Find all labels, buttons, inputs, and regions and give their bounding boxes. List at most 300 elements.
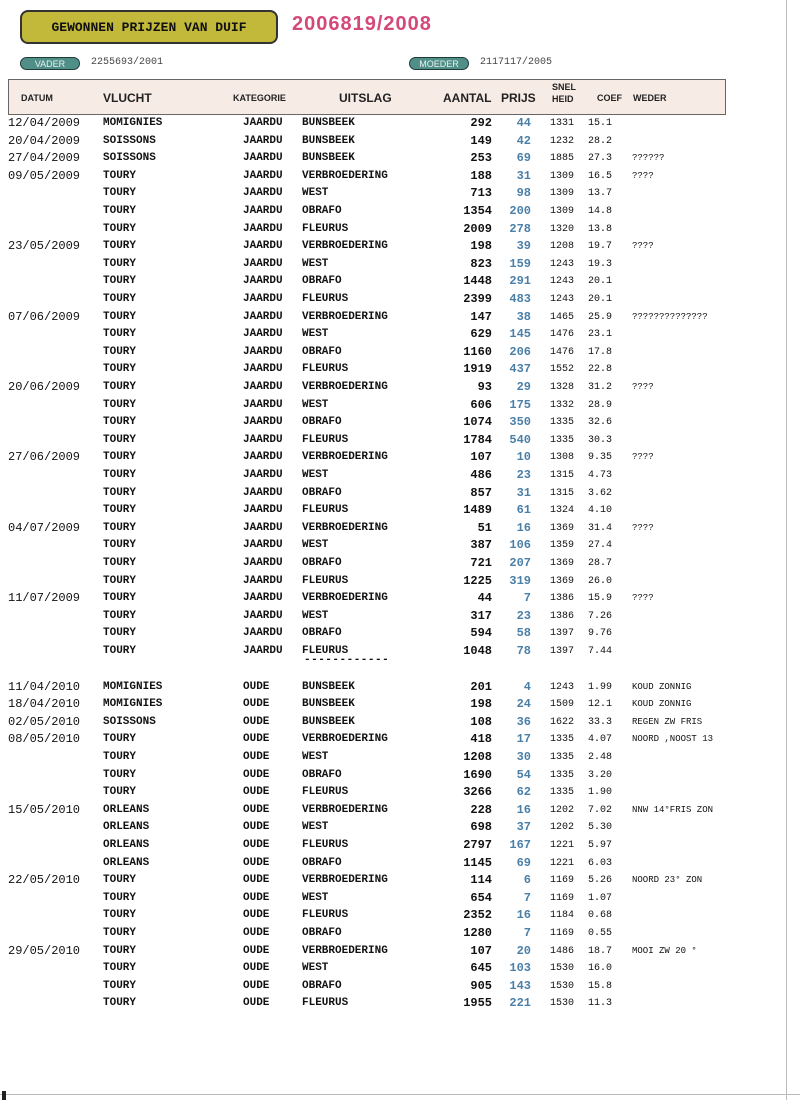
cell-result: OBRAFO bbox=[302, 856, 342, 869]
scan-edge-bottom bbox=[0, 1094, 800, 1095]
cell-coef: 20.1 bbox=[588, 294, 613, 305]
table-row bbox=[0, 590, 800, 608]
cell-result: FLEURUS bbox=[302, 433, 349, 446]
cell-date: 11/07/2009 bbox=[8, 591, 81, 606]
cell-prize: 30 bbox=[516, 750, 531, 764]
cell-result: VERBROEDERING bbox=[302, 803, 388, 816]
cell-flight: TOURY bbox=[103, 240, 137, 253]
cell-prize: 278 bbox=[509, 221, 531, 236]
cell-result: OBRAFO bbox=[302, 627, 342, 640]
cell-speed: 1315 bbox=[550, 487, 575, 499]
cell-speed: 1885 bbox=[550, 153, 575, 165]
table-row bbox=[0, 837, 800, 855]
cell-coef: 17.8 bbox=[588, 346, 613, 358]
cell-result: WEST bbox=[302, 751, 329, 763]
table-row bbox=[0, 714, 800, 732]
cell-prize: 36 bbox=[516, 714, 531, 729]
cell-flight: TOURY bbox=[103, 592, 137, 605]
cell-category: OUDE bbox=[243, 909, 270, 922]
cell-category: JAARDU bbox=[243, 416, 283, 429]
cell-result: FLEURUS bbox=[302, 909, 349, 922]
cell-count: 1145 bbox=[463, 855, 492, 870]
cell-coef: 19.3 bbox=[588, 258, 613, 270]
cell-weather: REGEN ZW FRIS bbox=[632, 716, 703, 727]
cell-coef: 4.07 bbox=[588, 734, 613, 746]
cell-flight: TOURY bbox=[103, 416, 137, 429]
cell-flight: ORLEANS bbox=[103, 839, 150, 851]
cell-flight: TOURY bbox=[103, 275, 137, 288]
cell-result: OBRAFO bbox=[302, 768, 342, 781]
col-prize: PRIJS bbox=[501, 91, 536, 105]
table-row bbox=[0, 485, 800, 503]
cell-count: 606 bbox=[470, 397, 492, 412]
col-speed-top: SNEL bbox=[552, 82, 577, 92]
cell-result: WEST bbox=[302, 257, 329, 270]
table-row bbox=[0, 995, 800, 1013]
cell-flight: TOURY bbox=[103, 381, 137, 393]
cell-category: JAARDU bbox=[243, 469, 283, 481]
cell-coef: 26.0 bbox=[588, 575, 613, 587]
cell-weather: ???? bbox=[632, 452, 654, 463]
cell-category: JAARDU bbox=[243, 592, 283, 605]
cell-count: 418 bbox=[470, 732, 492, 747]
table-row bbox=[0, 115, 800, 133]
table-row bbox=[0, 679, 800, 697]
cell-category: OUDE bbox=[243, 997, 270, 1010]
cell-category: OUDE bbox=[243, 927, 270, 939]
cell-speed: 1232 bbox=[550, 135, 575, 147]
cell-coef: 27.4 bbox=[588, 540, 613, 552]
cell-count: 198 bbox=[470, 697, 492, 712]
cell-result: BUNSBEEK bbox=[302, 715, 355, 728]
cell-speed: 1359 bbox=[550, 540, 575, 552]
cell-count: 905 bbox=[470, 978, 492, 993]
cell-speed: 1169 bbox=[550, 928, 575, 939]
cell-count: 594 bbox=[470, 626, 492, 641]
cell-count: 253 bbox=[470, 151, 492, 166]
cell-result: BUNSBEEK bbox=[302, 698, 355, 711]
table-row bbox=[0, 432, 800, 450]
cell-speed: 1320 bbox=[550, 223, 575, 235]
table-row bbox=[0, 696, 800, 714]
cell-category: JAARDU bbox=[243, 169, 283, 182]
cell-category: JAARDU bbox=[243, 275, 283, 288]
cell-date: 08/05/2010 bbox=[8, 732, 81, 747]
cell-weather: NOORD ,NOOST 13 bbox=[632, 734, 714, 745]
cell-category: JAARDU bbox=[243, 398, 283, 411]
ring-number: 2006819/2008 bbox=[292, 13, 432, 35]
table-row bbox=[0, 133, 800, 151]
col-weather: WEDER bbox=[633, 93, 667, 103]
table-row bbox=[0, 150, 800, 168]
cell-prize: 23 bbox=[516, 468, 531, 482]
table-row bbox=[0, 943, 800, 961]
cell-prize: 291 bbox=[509, 274, 531, 289]
cell-date: 27/04/2009 bbox=[8, 151, 81, 166]
cell-prize: 4 bbox=[523, 679, 531, 694]
cell-prize: 16 bbox=[516, 908, 531, 923]
cell-count: 1690 bbox=[463, 767, 492, 782]
cell-coef: 12.1 bbox=[588, 699, 613, 711]
table-row bbox=[0, 326, 800, 344]
cell-category: JAARDU bbox=[243, 205, 283, 217]
cell-count: 1160 bbox=[463, 344, 492, 359]
cell-category: JAARDU bbox=[243, 381, 283, 393]
cell-prize: 106 bbox=[509, 538, 531, 553]
cell-result: FLEURUS bbox=[302, 293, 349, 305]
cell-date: 07/06/2009 bbox=[8, 309, 81, 324]
cell-coef: 2.48 bbox=[588, 752, 613, 763]
table-row bbox=[0, 185, 800, 203]
cell-count: 2352 bbox=[463, 908, 492, 923]
cell-speed: 1309 bbox=[550, 206, 575, 217]
cell-prize: 145 bbox=[509, 327, 531, 342]
table-row bbox=[0, 855, 800, 873]
cell-prize: 483 bbox=[509, 292, 531, 306]
cell-category: OUDE bbox=[243, 698, 270, 711]
cell-speed: 1476 bbox=[550, 346, 575, 358]
season-separator: ------------ bbox=[304, 654, 390, 666]
cell-prize: 7 bbox=[523, 890, 531, 905]
cell-category: JAARDU bbox=[243, 504, 283, 517]
cell-flight: ORLEANS bbox=[103, 856, 150, 869]
cell-coef: 23.1 bbox=[588, 329, 613, 341]
cell-prize: 69 bbox=[516, 855, 531, 870]
cell-category: JAARDU bbox=[243, 134, 283, 147]
cell-coef: 33.3 bbox=[588, 716, 613, 728]
cell-count: 1489 bbox=[463, 503, 492, 518]
cell-prize: 20 bbox=[516, 943, 531, 958]
table-row bbox=[0, 449, 800, 467]
cell-speed: 1169 bbox=[550, 875, 575, 887]
cell-count: 292 bbox=[470, 116, 492, 130]
cell-speed: 1221 bbox=[550, 840, 575, 851]
cell-prize: 10 bbox=[516, 450, 531, 465]
cell-prize: 44 bbox=[516, 116, 531, 130]
cell-result: WEST bbox=[302, 821, 329, 834]
cell-flight: MOMIGNIES bbox=[103, 117, 163, 129]
cell-coef: 25.9 bbox=[588, 311, 613, 323]
cell-coef: 9.35 bbox=[588, 452, 613, 464]
cell-category: JAARDU bbox=[243, 240, 283, 253]
cell-flight: TOURY bbox=[103, 645, 137, 657]
table-row bbox=[0, 608, 800, 626]
cell-prize: 42 bbox=[516, 133, 531, 148]
cell-prize: 206 bbox=[509, 344, 531, 359]
table-row bbox=[0, 397, 800, 415]
cell-flight: TOURY bbox=[103, 751, 137, 763]
cell-weather: NNW 14°FRIS ZON bbox=[632, 804, 714, 815]
cell-speed: 1331 bbox=[550, 118, 575, 129]
cell-weather: ?????????????? bbox=[632, 311, 708, 322]
cell-coef: 28.9 bbox=[588, 399, 613, 411]
cell-category: JAARDU bbox=[243, 310, 283, 323]
cell-prize: 24 bbox=[516, 697, 531, 712]
cell-coef: 15.8 bbox=[588, 980, 613, 992]
cell-prize: 31 bbox=[516, 168, 531, 183]
cell-result: OBRAFO bbox=[302, 486, 342, 499]
cell-flight: TOURY bbox=[103, 997, 137, 1010]
cell-flight: TOURY bbox=[103, 979, 137, 992]
cell-flight: TOURY bbox=[103, 433, 137, 446]
cell-coef: 13.8 bbox=[588, 223, 613, 235]
cell-count: 1354 bbox=[463, 204, 492, 218]
cell-count: 1074 bbox=[463, 415, 492, 430]
cell-result: VERBROEDERING bbox=[302, 521, 388, 534]
cell-coef: 3.20 bbox=[588, 769, 613, 781]
cell-flight: TOURY bbox=[103, 205, 137, 217]
cell-category: JAARDU bbox=[243, 645, 283, 657]
cell-prize: 540 bbox=[509, 432, 531, 447]
cell-flight: MOMIGNIES bbox=[103, 680, 163, 693]
cell-category: JAARDU bbox=[243, 152, 283, 165]
cell-speed: 1332 bbox=[550, 399, 575, 411]
cell-count: 108 bbox=[470, 714, 492, 729]
cell-category: OUDE bbox=[243, 944, 270, 957]
table-row bbox=[0, 555, 800, 573]
table-row bbox=[0, 925, 800, 943]
cell-count: 713 bbox=[470, 186, 492, 201]
cell-speed: 1335 bbox=[550, 787, 575, 799]
cell-date: 04/07/2009 bbox=[8, 520, 81, 535]
cell-prize: 98 bbox=[516, 186, 531, 201]
cell-count: 1919 bbox=[463, 362, 492, 377]
cell-coef: 4.73 bbox=[588, 470, 613, 481]
cell-category: OUDE bbox=[243, 733, 270, 746]
cell-category: OUDE bbox=[243, 874, 270, 887]
cell-speed: 1243 bbox=[550, 276, 575, 288]
cell-category: OUDE bbox=[243, 751, 270, 763]
cell-prize: 143 bbox=[509, 978, 531, 993]
cell-result: WEST bbox=[302, 962, 329, 975]
cell-prize: 62 bbox=[516, 785, 531, 800]
cell-flight: TOURY bbox=[103, 909, 137, 922]
cell-speed: 1335 bbox=[550, 769, 575, 781]
cell-speed: 1309 bbox=[550, 188, 575, 200]
cell-date: 27/06/2009 bbox=[8, 450, 81, 465]
cell-flight: SOISSONS bbox=[103, 134, 156, 147]
cell-coef: 32.6 bbox=[588, 417, 613, 429]
cell-coef: 5.97 bbox=[588, 840, 613, 851]
cell-count: 1208 bbox=[463, 750, 492, 764]
cell-count: 1280 bbox=[463, 926, 492, 940]
table-row bbox=[0, 344, 800, 362]
cell-result: OBRAFO bbox=[302, 927, 342, 939]
cell-prize: 16 bbox=[516, 520, 531, 535]
cell-prize: 37 bbox=[516, 820, 531, 835]
cell-speed: 1208 bbox=[550, 241, 575, 253]
cell-coef: 7.26 bbox=[588, 610, 613, 622]
cell-weather: ???? bbox=[632, 170, 654, 181]
cell-coef: 31.4 bbox=[588, 522, 613, 534]
cell-coef: 5.30 bbox=[588, 822, 613, 834]
col-flight: VLUCHT bbox=[103, 91, 152, 105]
cell-coef: 7.02 bbox=[588, 804, 613, 816]
table-row bbox=[0, 731, 800, 749]
cell-category: OUDE bbox=[243, 821, 270, 834]
cell-speed: 1530 bbox=[550, 980, 575, 992]
cell-category: OUDE bbox=[243, 962, 270, 975]
cell-flight: TOURY bbox=[103, 609, 137, 622]
cell-date: 23/05/2009 bbox=[8, 239, 81, 254]
cell-count: 2399 bbox=[463, 292, 492, 306]
table-row bbox=[0, 819, 800, 837]
cell-flight: TOURY bbox=[103, 222, 137, 235]
cell-category: JAARDU bbox=[243, 363, 283, 376]
cell-speed: 1221 bbox=[550, 857, 575, 869]
cell-date: 20/04/2009 bbox=[8, 133, 81, 148]
cell-count: 1048 bbox=[463, 644, 492, 658]
table-row bbox=[0, 168, 800, 186]
cell-coef: 31.2 bbox=[588, 382, 613, 393]
cell-flight: TOURY bbox=[103, 521, 137, 534]
cell-speed: 1335 bbox=[550, 434, 575, 446]
cell-count: 1225 bbox=[463, 573, 492, 588]
cell-prize: 6 bbox=[523, 873, 531, 888]
cell-prize: 54 bbox=[516, 767, 531, 782]
cell-prize: 58 bbox=[516, 626, 531, 641]
cell-result: OBRAFO bbox=[302, 557, 342, 569]
table-row bbox=[0, 890, 800, 908]
cell-flight: TOURY bbox=[103, 557, 137, 569]
table-row bbox=[0, 309, 800, 327]
cell-flight: TOURY bbox=[103, 574, 137, 587]
cell-result: VERBROEDERING bbox=[302, 169, 388, 182]
cell-speed: 1369 bbox=[550, 522, 575, 534]
cell-flight: TOURY bbox=[103, 363, 137, 376]
cell-category: JAARDU bbox=[243, 345, 283, 358]
cell-flight: TOURY bbox=[103, 293, 137, 305]
table-row bbox=[0, 221, 800, 239]
table-row bbox=[0, 291, 800, 309]
col-count: AANTAL bbox=[443, 91, 492, 105]
cell-speed: 1309 bbox=[550, 170, 575, 182]
cell-coef: 5.26 bbox=[588, 875, 613, 887]
cell-flight: MOMIGNIES bbox=[103, 698, 163, 711]
cell-flight: TOURY bbox=[103, 187, 137, 200]
cell-speed: 1169 bbox=[550, 892, 575, 904]
cell-prize: 350 bbox=[509, 415, 531, 430]
cell-count: 3266 bbox=[463, 785, 492, 800]
cell-coef: 16.5 bbox=[588, 170, 613, 182]
cell-result: VERBROEDERING bbox=[302, 310, 388, 323]
table-row bbox=[0, 802, 800, 820]
cell-count: 317 bbox=[470, 608, 492, 623]
cell-flight: TOURY bbox=[103, 786, 137, 799]
cell-coef: 20.1 bbox=[588, 276, 613, 288]
cell-result: VERBROEDERING bbox=[302, 944, 388, 957]
cell-result: VERBROEDERING bbox=[302, 240, 388, 253]
cell-coef: 1.07 bbox=[588, 892, 613, 904]
cell-flight: TOURY bbox=[103, 504, 137, 517]
cell-prize: 17 bbox=[516, 732, 531, 747]
cell-count: 2009 bbox=[463, 221, 492, 236]
cell-count: 107 bbox=[470, 943, 492, 958]
cell-prize: 38 bbox=[516, 309, 531, 324]
cell-weather: ?????? bbox=[632, 153, 665, 164]
cell-result: BUNSBEEK bbox=[302, 152, 355, 165]
col-speed-bottom: HEID bbox=[552, 94, 574, 104]
father-ring: 2255693/2001 bbox=[91, 57, 164, 68]
cell-result: FLEURUS bbox=[302, 222, 349, 235]
cell-coef: 0.55 bbox=[588, 928, 613, 939]
cell-result: WEST bbox=[302, 328, 329, 341]
cell-result: VERBROEDERING bbox=[302, 874, 388, 887]
table-row bbox=[0, 467, 800, 485]
cell-coef: 1.99 bbox=[588, 681, 613, 693]
cell-date: 22/05/2010 bbox=[8, 873, 81, 888]
cell-coef: 22.8 bbox=[588, 364, 613, 376]
cell-flight: TOURY bbox=[103, 451, 137, 464]
cell-result: FLEURUS bbox=[302, 504, 349, 517]
cell-speed: 1243 bbox=[550, 258, 575, 270]
cell-count: 629 bbox=[470, 327, 492, 342]
cell-flight: TOURY bbox=[103, 627, 137, 640]
cell-result: WEST bbox=[302, 891, 329, 904]
cell-result: BUNSBEEK bbox=[302, 134, 355, 147]
cell-coef: 4.10 bbox=[588, 505, 613, 517]
cell-category: JAARDU bbox=[243, 609, 283, 622]
cell-coef: 14.8 bbox=[588, 206, 613, 217]
cell-count: 51 bbox=[477, 520, 492, 535]
col-date: DATUM bbox=[21, 93, 53, 103]
cell-result: VERBROEDERING bbox=[302, 381, 388, 393]
cell-category: JAARDU bbox=[243, 257, 283, 270]
cell-count: 698 bbox=[470, 820, 492, 835]
cell-category: OUDE bbox=[243, 768, 270, 781]
cell-count: 93 bbox=[477, 380, 492, 394]
cell-result: BUNSBEEK bbox=[302, 117, 355, 129]
cell-count: 201 bbox=[470, 679, 492, 694]
cell-flight: TOURY bbox=[103, 874, 137, 887]
cell-prize: 69 bbox=[516, 151, 531, 166]
father-badge bbox=[20, 57, 80, 70]
cell-coef: 7.44 bbox=[588, 646, 613, 657]
cell-prize: 437 bbox=[509, 362, 531, 377]
cell-count: 387 bbox=[470, 538, 492, 553]
cell-count: 114 bbox=[470, 873, 492, 888]
cell-count: 486 bbox=[470, 468, 492, 482]
cell-weather: ???? bbox=[632, 241, 654, 252]
cell-date: 18/04/2010 bbox=[8, 697, 81, 712]
cell-flight: TOURY bbox=[103, 398, 137, 411]
cell-result: OBRAFO bbox=[302, 345, 342, 358]
cell-flight: TOURY bbox=[103, 891, 137, 904]
cell-weather: KOUD ZONNIG bbox=[632, 681, 692, 692]
cell-speed: 1369 bbox=[550, 558, 575, 569]
cell-speed: 1386 bbox=[550, 593, 575, 605]
cell-speed: 1315 bbox=[550, 470, 575, 481]
table-row bbox=[0, 520, 800, 538]
table-row bbox=[0, 784, 800, 802]
table-row bbox=[0, 978, 800, 996]
cell-flight: TOURY bbox=[103, 733, 137, 746]
father-label: VADER bbox=[34, 58, 66, 69]
cell-flight: TOURY bbox=[103, 962, 137, 975]
cell-date: 12/04/2009 bbox=[8, 116, 81, 130]
cell-prize: 207 bbox=[509, 556, 531, 570]
cell-coef: 28.7 bbox=[588, 558, 613, 569]
cell-category: JAARDU bbox=[243, 574, 283, 587]
cell-speed: 1530 bbox=[550, 998, 575, 1010]
col-coef: COEF bbox=[597, 93, 623, 103]
cell-coef: 19.7 bbox=[588, 241, 613, 253]
table-row bbox=[0, 256, 800, 274]
cell-result: OBRAFO bbox=[302, 275, 342, 288]
cell-result: OBRAFO bbox=[302, 205, 342, 217]
cell-category: JAARDU bbox=[243, 521, 283, 534]
table-row bbox=[0, 872, 800, 890]
